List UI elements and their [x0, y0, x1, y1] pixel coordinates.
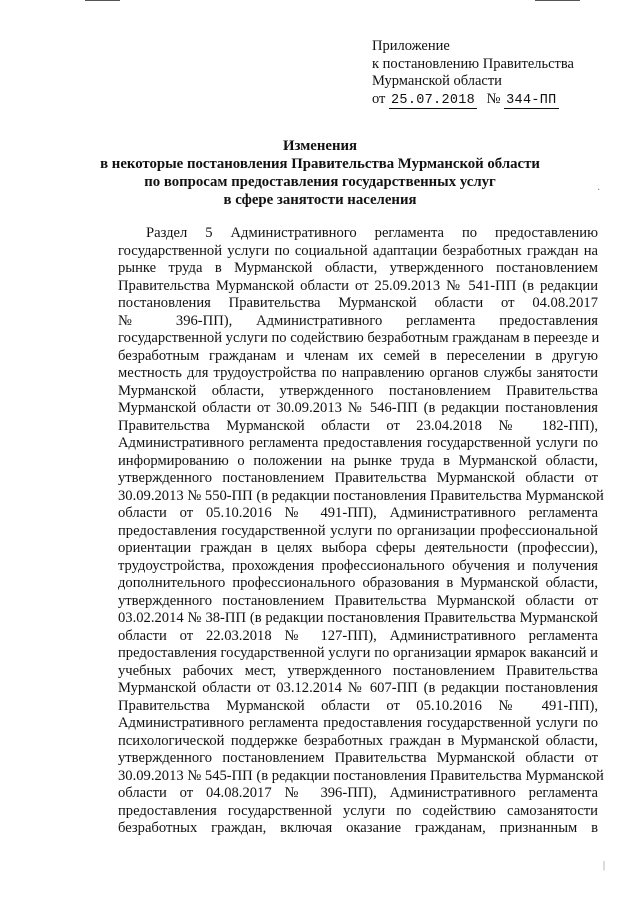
- scan-speck: ·: [597, 185, 601, 196]
- body-line: области от 22.03.2018 № 127-ПП), Административного регламента: [118, 627, 598, 644]
- resolution-number: 344-ПП: [506, 92, 557, 108]
- title-line-3: по вопросам предоставления государственных услуг: [144, 174, 496, 190]
- body-line: Раздел 5 Административного регламента по предоставлению: [146, 225, 598, 241]
- body-paragraph: [118, 225, 604, 838]
- appendix-date-line: [372, 91, 622, 110]
- resolution-date: 25.07.2018: [391, 92, 476, 108]
- date-prefix: от: [372, 90, 386, 107]
- body-line: № 396-ПП), Административного регламента предоставления: [118, 312, 598, 329]
- body-line: 30.09.2013 № 550-ПП (в редакции постановления Правительства Мурманской: [118, 487, 604, 504]
- scan-edge-line-right: [535, 0, 580, 1]
- number-prefix: №: [486, 90, 501, 107]
- body-line: дополнительного профессионального образования в Мурманской области,: [118, 575, 598, 591]
- title-line-1: Изменения: [282, 138, 358, 154]
- body-line: Правительства Мурманской области от 25.09.2013 № 541-ПП (в редакции: [118, 277, 598, 294]
- body-line: государственной услуги по социальной адаптации безработных граждан на: [118, 242, 598, 259]
- body-line: Правительства Мурманской области от 05.10.2016 № 491-ПП),: [118, 697, 598, 714]
- body-line: учебных рабочих мест, утвержденного постановлением Правительства: [118, 662, 598, 679]
- body-line: утвержденного постановлением Правительства Мурманской области от: [118, 470, 598, 486]
- title-line-2: в некоторые постановления Правительства Мурманской области: [100, 156, 540, 172]
- body-line: утвержденного постановлением Правительства Мурманской области от: [118, 592, 598, 609]
- body-line: предоставления государственной услуги по организации ярмарок вакансий и: [118, 645, 598, 661]
- body-line: утвержденного постановлением Правительства Мурманской области от: [118, 750, 598, 766]
- body-line: государственной услуги по содействию безработным гражданам в переезде и: [118, 330, 600, 346]
- document-title: [80, 137, 560, 209]
- body-line: психологической поддержке безработных граждан в Мурманской области,: [118, 732, 598, 749]
- body-line: информированию о положении на рынке труда в Мурманской области,: [118, 452, 598, 469]
- body-line: Мурманской области от 03.12.2014 № 607-ПП (в редакции постановления: [118, 680, 598, 696]
- body-line: Административного регламента предоставления государственной услуги по: [118, 435, 598, 451]
- appendix-line-2: к постановлению Правительства: [372, 55, 574, 72]
- title-line-4: в сфере занятости населения: [223, 192, 417, 208]
- scan-edge-line-left: [85, 0, 120, 1]
- body-line: Правительства Мурманской области от 23.04.2018 № 182-ПП),: [118, 417, 598, 434]
- scan-speck: |: [603, 860, 606, 871]
- body-line: Административного регламента предоставления государственной услуги по: [118, 715, 598, 731]
- body-line: Мурманской области, утвержденного постановлением Правительства: [118, 382, 598, 399]
- body-line: трудоустройства, прохождения профессионального обучения и получения: [118, 557, 598, 574]
- appendix-line-1: Приложение: [372, 38, 450, 54]
- body-line: предоставления государственной услуги по содействию самозанятости: [118, 802, 598, 819]
- body-line: местность для трудоустройства по направлению органов службы занятости: [118, 365, 598, 381]
- body-line: 03.02.2014 № 38-ПП (в редакции постановления Правительства Мурманской: [118, 610, 598, 626]
- body-line: безработным гражданам и членам их семей в переселении в другую: [118, 347, 598, 364]
- body-line: постановления Правительства Мурманской области от 04.08.2017: [118, 295, 598, 311]
- body-line: Мурманской области от 30.09.2013 № 546-ПП (в редакции постановления: [118, 400, 598, 416]
- appendix-header: [372, 38, 622, 109]
- body-line: ориентации граждан в целях выбора сферы деятельности (профессии),: [118, 540, 598, 556]
- body-line: области от 04.08.2017 № 396-ПП), Административного регламента: [118, 785, 598, 801]
- body-line: области от 05.10.2016 № 491-ПП), Административного регламента: [118, 505, 598, 521]
- body-line: 30.09.2013 № 545-ПП (в редакции постановления Правительства Мурманской: [118, 767, 604, 784]
- appendix-line-3: Мурманской области: [372, 73, 502, 89]
- body-line: рынке труда в Мурманской области, утвержденного постановлением: [118, 260, 598, 276]
- body-line: предоставления государственной услуги по организации профессиональной: [118, 522, 598, 539]
- body-line: безработных граждан, включая оказание гражданам, признанным в: [118, 820, 598, 836]
